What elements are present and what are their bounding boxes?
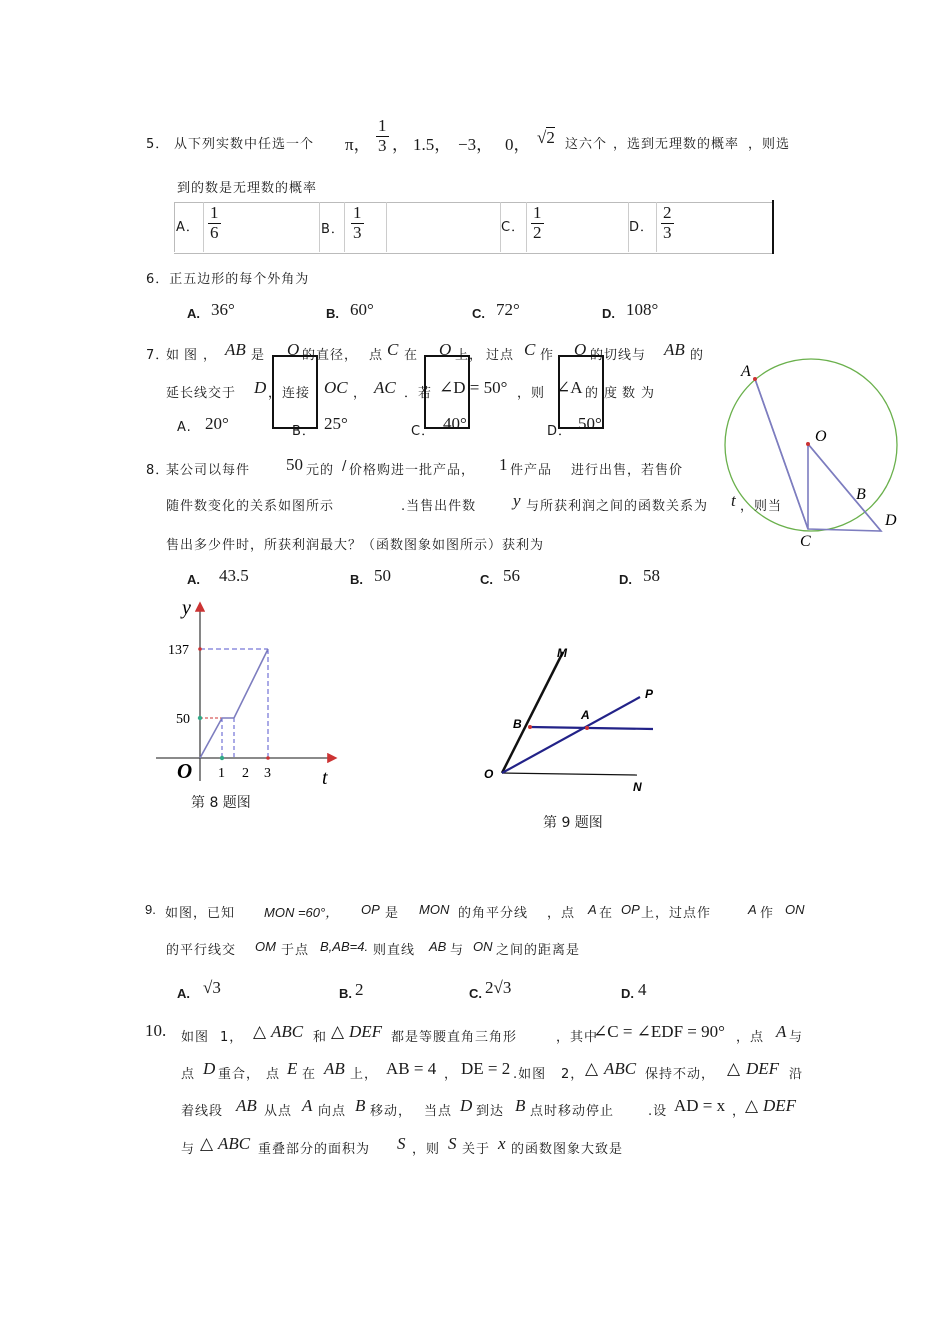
label-o: O <box>815 428 827 445</box>
line-ba <box>530 727 653 729</box>
q10-text: 与 <box>789 1030 804 1045</box>
q9-text: 则直线 <box>373 943 416 958</box>
q7-text: 的 <box>585 386 600 401</box>
q6-option-b-label: B. <box>326 306 339 321</box>
q8-option-d[interactable]: 58 <box>643 566 660 585</box>
q10-text: 点 <box>266 1067 281 1082</box>
q5-frac-den: 3 <box>378 135 387 155</box>
q8-text: 进行出售，若售价 <box>571 463 684 478</box>
q8-option-b[interactable]: 50 <box>374 566 391 585</box>
q9-option-a[interactable]: √3 <box>203 978 221 997</box>
y-axis-label: y <box>182 597 191 619</box>
q10-condition: DE = 2 <box>461 1059 511 1078</box>
q7-text: 度 <box>604 386 619 401</box>
q10-condition: ∠C = ∠EDF = 90° <box>593 1022 725 1041</box>
sqrt-sign-icon: √ <box>537 128 547 147</box>
q5-option-c-label: C． <box>501 220 526 235</box>
q5-option-d-label: D． <box>629 220 655 235</box>
table-divider <box>526 202 527 252</box>
q10-triangle-icon: △ <box>331 1022 345 1041</box>
q10-var: ABC <box>604 1059 637 1078</box>
q10-text: 都是等腰直角三角形 <box>391 1030 518 1045</box>
label-a: A <box>581 708 590 722</box>
q10-text: 关于 <box>462 1142 491 1157</box>
q5-value-1-5: 1.5， <box>413 135 452 154</box>
q7-text: ，则 <box>517 386 546 401</box>
q8-option-a-label: A. <box>187 572 200 587</box>
q7-text: 延长线交于 <box>166 386 237 401</box>
q10-text: 和 <box>313 1030 328 1045</box>
q10-var: DEF <box>746 1059 780 1078</box>
table-divider <box>203 202 204 252</box>
q6-option-c-label: C. <box>472 306 485 321</box>
q9-var: ON <box>785 902 805 917</box>
q7-text: ， <box>353 386 368 401</box>
q5-frac-num: 1 <box>378 116 387 135</box>
q8-option-c[interactable]: 56 <box>503 566 520 585</box>
line-od <box>808 444 881 531</box>
q8-value: 1 <box>499 455 508 474</box>
q10-text: ， <box>444 1067 459 1082</box>
q9-text: 的平行线交 <box>166 943 237 958</box>
q9-option-b[interactable]: 2 <box>355 980 364 999</box>
q6-option-c[interactable]: 72° <box>496 300 520 319</box>
q10-number: 10. <box>145 1021 167 1040</box>
q7-option-a[interactable]: 20° <box>205 414 229 433</box>
q7-text: 在 <box>404 348 419 363</box>
q7-number: 7． <box>146 348 170 363</box>
q10-text: 2， <box>561 1067 585 1082</box>
q7-var: O <box>287 340 300 359</box>
tick-1: 1 <box>218 766 225 781</box>
q7-text: ， <box>203 348 218 363</box>
q8-text: 件产品 <box>510 463 553 478</box>
q7-var: C <box>524 340 536 359</box>
q10-text: ，其中 <box>556 1030 599 1045</box>
q9-text: 上，过点作 <box>641 906 712 921</box>
q9-text: MON =60°， <box>264 905 339 920</box>
q5-option-b[interactable]: $\frac{1}{3}$ <box>353 203 362 242</box>
q7-text: 为 <box>641 386 656 401</box>
q9-var: MON <box>419 902 450 917</box>
q10-text: 向点 <box>318 1104 347 1119</box>
q6-option-a-label: A. <box>187 306 200 321</box>
q8-text: 某公司以每件 <box>166 463 251 478</box>
q10-text: 与 <box>181 1142 196 1157</box>
q7-text: 的切线与 <box>590 348 647 363</box>
q7-text: 上， <box>455 348 484 363</box>
q10-var: S <box>397 1134 406 1153</box>
q10-var: x <box>498 1134 506 1153</box>
q5-option-c[interactable]: $\frac{1}{2}$ <box>533 203 542 242</box>
frame-box <box>272 355 318 429</box>
label-b: B <box>856 486 866 503</box>
tick-3: 3 <box>264 766 271 781</box>
q10-text: ，则 <box>412 1142 441 1157</box>
q5-stem-a: 从下列实数中任选一个 <box>174 137 315 152</box>
q10-text: 点 <box>181 1067 196 1082</box>
q10-text: 着线段 <box>181 1104 224 1119</box>
table-divider <box>656 202 657 252</box>
q7-text: 如 <box>166 348 181 363</box>
q5-stem-c: ，则选 <box>748 137 791 152</box>
q7-var: O <box>574 340 587 359</box>
q10-var: ABC <box>218 1134 251 1153</box>
label-c: C <box>800 533 811 550</box>
q10-text: ，点 <box>736 1030 765 1045</box>
label-a: A <box>741 363 751 380</box>
q10-var: ABC <box>271 1022 304 1041</box>
tick-50: 50 <box>176 712 190 727</box>
ray-op <box>502 697 640 773</box>
q9-option-d-label: D. <box>621 986 634 1001</box>
q10-condition: AD = x <box>674 1096 726 1115</box>
q9-text: 作 <box>760 906 775 921</box>
q8-option-c-label: C. <box>480 572 493 587</box>
q10-var: AB <box>324 1059 345 1078</box>
q6-option-d-label: D. <box>602 306 615 321</box>
q7-var: AC <box>374 378 396 397</box>
ray-om <box>502 652 563 773</box>
q7-option-b-label: B． <box>292 424 316 439</box>
q8-text: 售出多少件时，所获利润最大？（函数图象如图所示）获利为 <box>166 538 545 553</box>
q10-text: 沿 <box>789 1067 804 1082</box>
q10-text: 上， <box>350 1067 379 1082</box>
q10-text: 重合， <box>218 1067 261 1082</box>
label-o: O <box>484 767 494 781</box>
q10-var: D <box>203 1059 216 1078</box>
q10-text: ， <box>732 1104 747 1119</box>
q10-var: DEF <box>763 1096 797 1115</box>
q7-text: 点 <box>369 348 384 363</box>
q10-text: 到达 <box>476 1104 505 1119</box>
label-d: D <box>885 512 897 529</box>
q8-text: 与所获利润之间的函数关系为 <box>526 499 709 514</box>
q5-option-a-label: A． <box>176 220 200 235</box>
q7-text: 的 <box>690 348 705 363</box>
q5-value-sep: ， <box>392 135 409 154</box>
point <box>198 716 202 720</box>
q7-option-a-label: A. <box>177 420 192 435</box>
q9-var: OP <box>361 902 380 917</box>
q7-option-d[interactable]: 50° <box>578 414 602 433</box>
table-right-border <box>772 200 774 254</box>
q9-option-c[interactable]: 2√3 <box>485 978 512 997</box>
q9-text: 如图，已知 <box>165 906 236 921</box>
q7-var: ∠A <box>556 378 583 397</box>
q9-var: OM <box>255 939 276 954</box>
q7-text: 的直径， <box>302 348 359 363</box>
q10-triangle-icon: △ <box>200 1134 214 1153</box>
q10-var: B <box>515 1096 526 1115</box>
q8-text: 价格购进一批产品， <box>349 463 476 478</box>
q9-text: 于点 <box>281 943 310 958</box>
q9-text: ，点 <box>547 906 576 921</box>
q9-text: B,AB=4. <box>320 939 369 954</box>
q10-text: 在 <box>302 1067 317 1082</box>
q5-stem-d: 到的数是无理数的概率 <box>177 181 318 196</box>
q7-var: OC <box>324 378 348 397</box>
q5-fraction <box>376 117 389 155</box>
q7-var: D <box>254 378 267 397</box>
q8-function-graph <box>150 596 350 816</box>
q9-option-a-label: A. <box>177 986 190 1001</box>
table-divider <box>386 202 387 252</box>
table-divider <box>319 202 320 252</box>
q7-text: ，连接 <box>268 386 311 401</box>
q9-figure-caption: 第 9 题图 <box>543 815 603 831</box>
q10-text: .设 <box>648 1104 668 1119</box>
q10-text: 的函数图象大致是 <box>511 1142 624 1157</box>
q7-option-d-label: D． <box>547 424 573 439</box>
q9-var: A <box>588 902 597 917</box>
label-p: P <box>645 687 654 701</box>
q6-option-a[interactable]: 36° <box>211 300 235 319</box>
q6-option-b[interactable]: 60° <box>350 300 374 319</box>
q7-text: 是 <box>251 348 266 363</box>
q10-var: B <box>355 1096 366 1115</box>
q8-text: .当售出件数 <box>401 499 477 514</box>
q9-angle-figure <box>475 640 675 800</box>
q10-triangle-icon: △ <box>253 1022 267 1041</box>
q5-option-a[interactable]: $\frac{1}{6}$ <box>210 203 219 242</box>
q5-value-0: 0， <box>505 135 531 154</box>
q5-value-count: 这六个 <box>565 137 608 152</box>
q5-option-d[interactable]: $\frac{2}{3}$ <box>663 203 672 242</box>
ray-on <box>502 773 637 775</box>
q10-var: S <box>448 1134 457 1153</box>
q10-condition: AB = 4 <box>386 1059 437 1078</box>
q9-text: 之间的距离是 <box>496 943 581 958</box>
q8-option-b-label: B. <box>350 572 363 587</box>
q8-text: ，则当 <box>740 499 783 514</box>
q10-text: .如图 <box>513 1067 547 1082</box>
point-b <box>528 725 532 729</box>
point-a <box>585 726 589 730</box>
q9-text: 是 <box>385 906 400 921</box>
q10-var: D <box>460 1096 473 1115</box>
q10-var: A <box>302 1096 313 1115</box>
q7-condition: ∠D = 50° <box>439 378 508 397</box>
q8-option-a[interactable]: 43.5 <box>219 566 249 585</box>
q8-text: 随件数变化的关系如图所示 <box>166 499 335 514</box>
t-axis-label: t <box>322 767 328 789</box>
q7-var: C <box>387 340 399 359</box>
q8-text: / <box>342 459 348 474</box>
point <box>198 647 202 651</box>
q10-text: 从点 <box>264 1104 293 1119</box>
tick-137: 137 <box>168 643 189 658</box>
q10-triangle-icon: △ <box>585 1059 599 1078</box>
q9-number: 9. <box>145 902 156 917</box>
q8-value: 50 <box>286 455 303 474</box>
q10-triangle-icon: △ <box>727 1059 741 1078</box>
frame-box <box>424 355 470 429</box>
label-m: M <box>557 646 567 660</box>
q10-triangle-icon: △ <box>745 1096 759 1115</box>
q10-var: AB <box>236 1096 257 1115</box>
q7-text: 数 <box>622 386 637 401</box>
q7-var: AB <box>664 340 685 359</box>
q9-option-c-label: C. <box>469 986 482 1001</box>
q9-text: 的角平分线 <box>458 906 529 921</box>
q10-text: 1， <box>220 1030 244 1045</box>
q5-options-table <box>174 202 774 254</box>
q8-text: 元的 <box>306 463 335 478</box>
q9-text: 在 <box>599 906 614 921</box>
q8-var: t <box>731 491 736 510</box>
origin-label: O <box>177 759 193 783</box>
q9-text: 与 <box>450 943 465 958</box>
q7-var: O <box>439 340 452 359</box>
label-n: N <box>633 780 642 794</box>
point <box>220 756 224 760</box>
q9-option-b-label: B. <box>339 986 352 1001</box>
q6-stem: 6．正五边形的每个外角为 <box>146 272 310 287</box>
q5-value-sqrt2: √2 <box>537 128 555 147</box>
q10-var: A <box>776 1022 787 1041</box>
q10-text: 重叠部分的面积为 <box>258 1142 371 1157</box>
q10-text: 保持不动， <box>645 1067 716 1082</box>
frame-box <box>558 355 604 429</box>
q8-option-d-label: D. <box>619 572 632 587</box>
q9-option-d[interactable]: 4 <box>638 980 647 999</box>
point <box>266 756 270 760</box>
q5-value-pi: π， <box>345 135 371 154</box>
q9-var: A <box>748 902 757 917</box>
q10-var: DEF <box>349 1022 383 1041</box>
q7-circle-figure <box>715 355 915 555</box>
q6-option-d[interactable]: 108° <box>626 300 659 319</box>
q7-option-c-label: C． <box>411 424 436 439</box>
q10-text: 如图 <box>181 1030 210 1045</box>
q5-value-neg3: −3， <box>458 135 494 154</box>
q10-text: 当点 <box>424 1104 453 1119</box>
tick-2: 2 <box>242 766 249 781</box>
q7-text: 作 <box>540 348 555 363</box>
q10-text: 点时移动停止 <box>530 1104 615 1119</box>
q5-option-b-label: B． <box>321 222 345 237</box>
table-divider <box>174 202 175 252</box>
q7-text: 图 <box>184 348 199 363</box>
q9-var: ON <box>473 939 493 954</box>
q7-var: AB <box>225 340 246 359</box>
label-b: B <box>513 717 522 731</box>
q9-var: OP <box>621 902 640 917</box>
q8-figure-caption: 第 8 题图 <box>191 795 251 811</box>
q8-number: 8． <box>146 463 170 478</box>
point-o <box>806 442 810 446</box>
q5-stem-b: ，选到无理数的概率 <box>613 137 740 152</box>
q7-option-c[interactable]: 40° <box>443 414 467 433</box>
q5-number: 5． <box>146 137 170 152</box>
q10-var: E <box>287 1059 298 1078</box>
point-a <box>753 377 757 381</box>
q8-var: y <box>513 491 521 510</box>
q7-text: ．若 <box>404 386 433 401</box>
q7-option-b[interactable]: 25° <box>324 414 348 433</box>
q10-text: 移动， <box>370 1104 413 1119</box>
q9-var: AB <box>429 939 447 954</box>
q7-text: 过点 <box>486 348 515 363</box>
